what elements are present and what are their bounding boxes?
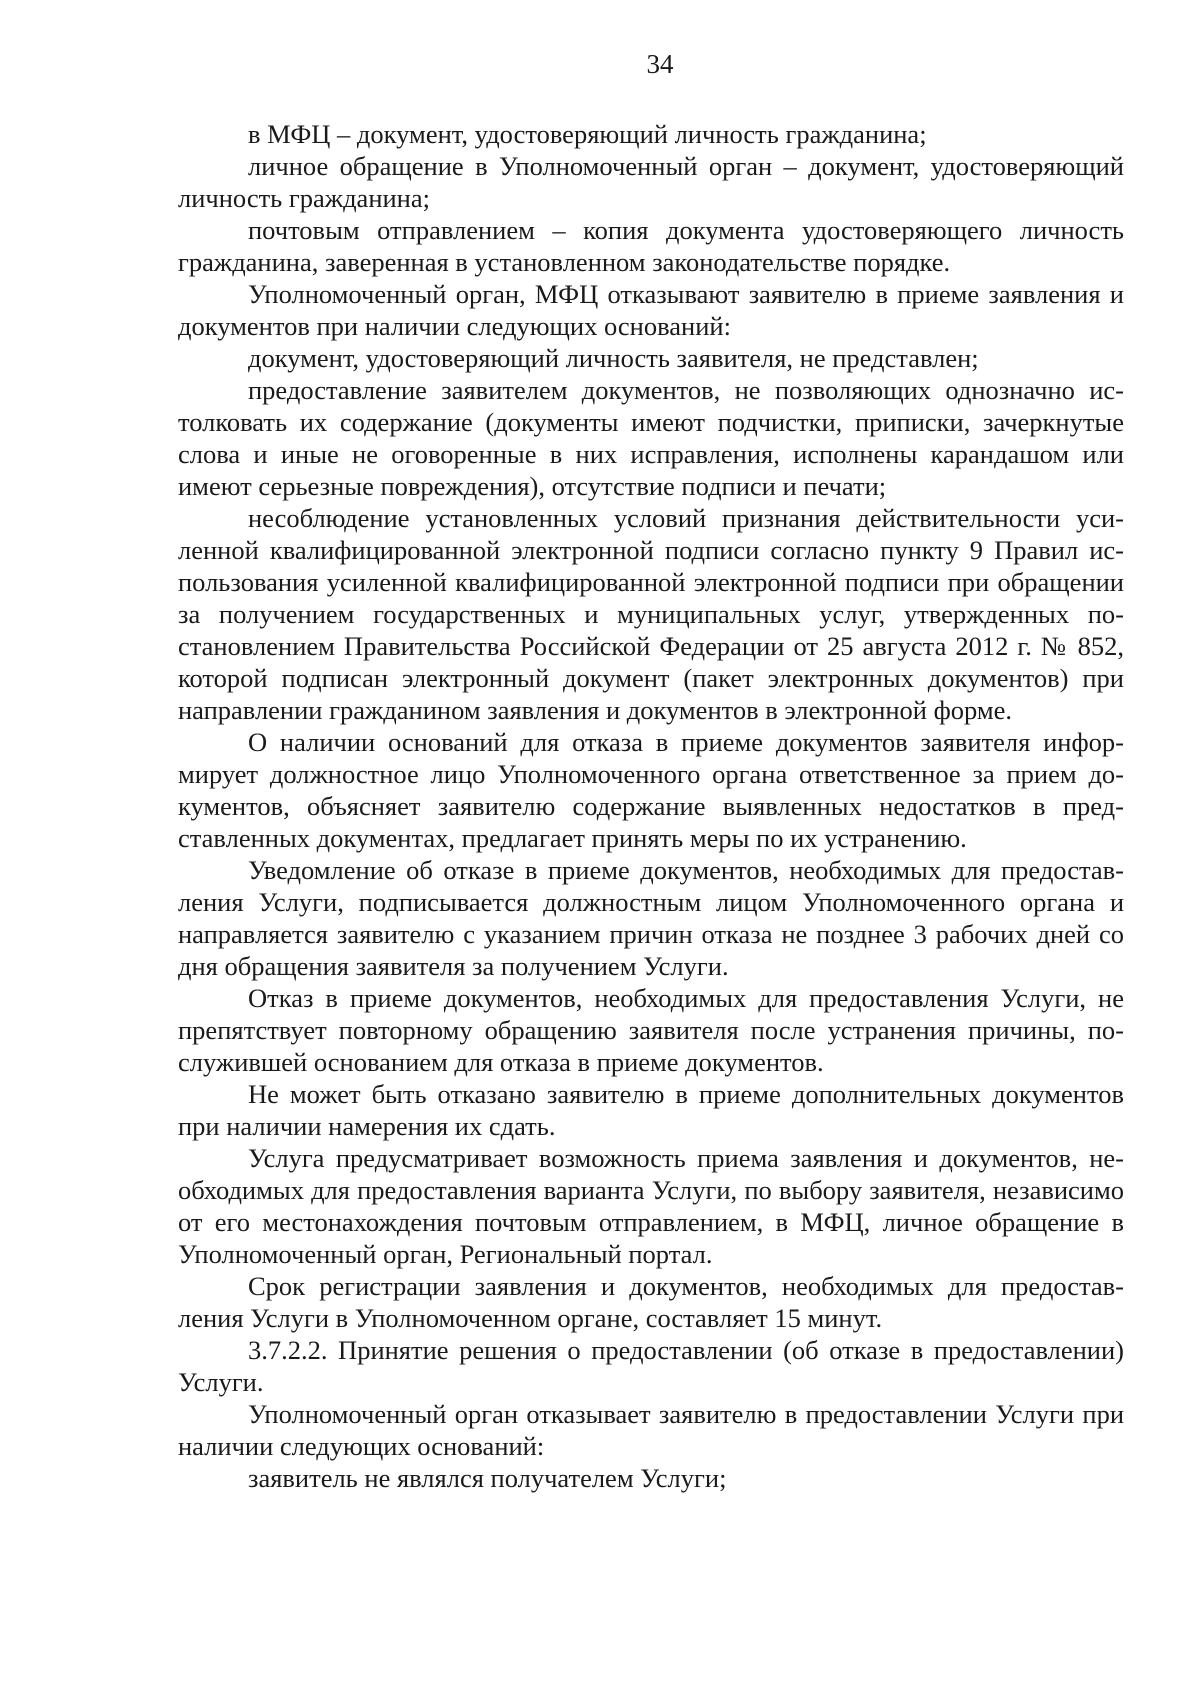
- paragraph: Уполномоченный орган отказывает заявителю в предоставлении Услуги при наличии следующих оснований:: [178, 1399, 1124, 1461]
- paragraph: заявитель не являлся получателем Услуги;: [248, 1463, 727, 1493]
- paragraph: Не может быть отказано заявителю в приеме дополнительных документов при наличии намерения их сдать.: [178, 1079, 1124, 1141]
- paragraph: Срок регистрации заявления и документов, необходимых для предоставления Услуги в Уполномоченном органе, составляет 15 минут.: [178, 1271, 1124, 1333]
- paragraph: личное обращение в Уполномоченный орган – документ, удостоверяющий личность гражданина;: [178, 151, 1124, 213]
- paragraph: предоставление заявителем документов, не позволяющих однозначно истолковать их содержание (документы имеют подчистки, приписки, зачеркнутые слова и иные не оговоренные в них исправления, исполнены карандашом или имеют серьезные повреждения), отсутствие подписи и печати;: [178, 375, 1124, 501]
- paragraph: Услуга предусматривает возможность приема заявления и документов, необходимых для предоставления варианта Услуги, по выбору заявителя, независимо от его местонахождения почтовым отправлением, в МФЦ, личное обращение в Уполномоченный орган, Региональный портал.: [178, 1143, 1124, 1269]
- paragraph: Отказ в приеме документов, необходимых для предоставления Услуги, не препятствует повторному обращению заявителя после устранения причины, послужившей основанием для отказа в приеме документов.: [178, 983, 1124, 1077]
- paragraph: несоблюдение установленных условий признания действительности усиленной квалифицированной электронной подписи согласно пункту 9 Правил использования усиленной квалифицированной электронной подписи при обращении за получением государственных и муниципальных услуг, утвержденных постановлением Правительства Российской Федерации от 25 августа 2012 г. № 852, которой подписан электронный документ (пакет электронных документов) при направлении гражданином заявления и документов в электронной форме.: [178, 503, 1124, 725]
- paragraph: Уведомление об отказе в приеме документов, необходимых для предоставления Услуги, подписывается должностным лицом Уполномоченного органа и направляется заявителю с указанием причин отказа не позднее 3 рабочих дней со дня обращения заявителя за получением Услуги.: [178, 855, 1124, 981]
- paragraph: почтовым отправлением – копия документа удостоверяющего личность гражданина, заверенная в установленном законодательстве порядке.: [178, 215, 1124, 277]
- paragraph: О наличии оснований для отказа в приеме документов заявителя информирует должностное лицо Уполномоченного органа ответственное за прием документов, объясняет заявителю содержание выявленных недостатков в представленных документах, предлагает принять меры по их устранению.: [178, 727, 1124, 853]
- paragraph: документ, удостоверяющий личность заявителя, не представлен;: [248, 343, 979, 373]
- page-number: 34: [646, 49, 674, 79]
- paragraph: в МФЦ – документ, удостоверяющий личность гражданина;: [248, 119, 927, 149]
- document-body: [178, 118, 1124, 1494]
- section-heading-3-7-2-2: 3.7.2.2. Принятие решения о предоставлении (об отказе в предоставлении) Услуги.: [178, 1335, 1124, 1397]
- paragraph: Уполномоченный орган, МФЦ отказывают заявителю в приеме заявления и документов при наличии следующих оснований:: [178, 279, 1124, 341]
